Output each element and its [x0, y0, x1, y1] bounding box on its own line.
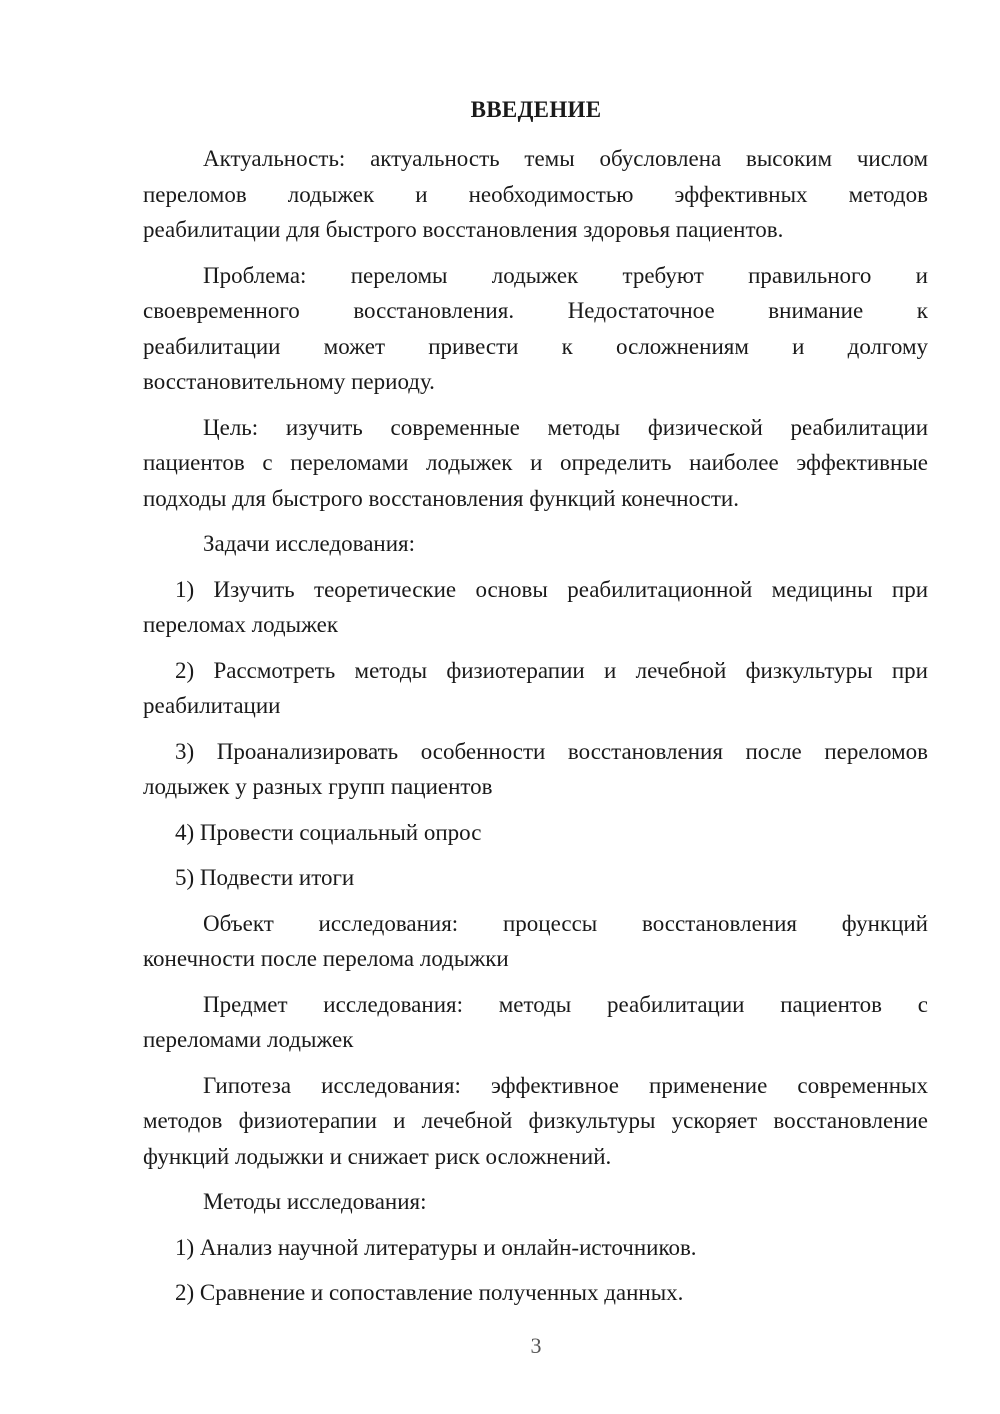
paragraph-goal	[143, 410, 928, 517]
text-line: пациентов с переломами лодыжек и определить наиболее эффективные	[143, 450, 928, 475]
text-line: 1) Изучить теоретические основы реабилитационной медицины при	[175, 576, 928, 602]
text-line: 1) Анализ научной литературы и онлайн-источников.	[175, 1234, 697, 1260]
text-line: подходы для быстрого восстановления функций конечности.	[143, 485, 739, 511]
text-line: Объект исследования: процессы восстановления функций	[203, 910, 928, 936]
paragraph-relevance	[143, 141, 928, 248]
text-line: реабилитации	[143, 693, 281, 718]
text-line: 2) Рассмотреть методы физиотерапии и лечебной физкультуры при	[175, 657, 928, 683]
list-item	[143, 572, 928, 643]
text-line: переломами лодыжек	[143, 1027, 354, 1052]
paragraph-subject	[143, 987, 928, 1058]
list-item	[143, 860, 928, 896]
list-item	[143, 734, 928, 805]
text-line: Проблема: переломы лодыжек требуют правильного и	[203, 262, 928, 288]
text-line: реабилитации для быстрого восстановления здоровья пациентов.	[143, 217, 784, 242]
list-item	[143, 815, 928, 851]
text-line: Гипотеза исследования: эффективное применение современных	[203, 1072, 928, 1098]
list-item	[143, 653, 928, 724]
list-item	[143, 1275, 928, 1311]
document-body	[143, 141, 928, 1321]
list-item	[143, 1230, 928, 1266]
text-line: Задачи исследования:	[203, 531, 416, 556]
text-line: своевременного восстановления. Недостаточное внимание к	[143, 298, 928, 323]
text-line: конечности после перелома лодыжки	[143, 946, 509, 971]
page-number: 3	[530, 1333, 542, 1358]
text-line: Предмет исследования: методы реабилитации пациентов с	[203, 991, 928, 1017]
text-line: 2) Сравнение и сопоставление полученных данных.	[175, 1280, 684, 1305]
text-line: Методы исследования:	[203, 1189, 427, 1214]
text-line: 3) Проанализировать особенности восстановления после переломов	[175, 738, 928, 764]
text-line: восстановительному периоду.	[143, 369, 435, 394]
text-line: Актуальность: актуальность темы обусловлена высоким числом	[203, 146, 928, 171]
text-line: функций лодыжки и снижает риск осложнений.	[143, 1143, 612, 1169]
text-line: 4) Провести социальный опрос	[175, 819, 482, 845]
text-line: реабилитации может привести к осложнениям и долгому	[143, 333, 928, 359]
text-line: переломов лодыжек и необходимостью эффективных методов	[143, 181, 928, 207]
text-line: переломах лодыжек	[143, 612, 339, 637]
text-line: 5) Подвести итоги	[175, 865, 355, 890]
paragraph-tasks-heading	[143, 526, 928, 562]
page-title: ВВЕДЕНИЕ	[470, 97, 602, 122]
text-line: Цель: изучить современные методы физической реабилитации	[203, 414, 928, 440]
text-line: методов физиотерапии и лечебной физкультуры ускоряет восстановление	[143, 1108, 928, 1133]
paragraph-object	[143, 906, 928, 977]
paragraph-hypothesis	[143, 1068, 928, 1175]
text-line: лодыжек у разных групп пациентов	[143, 774, 493, 799]
paragraph-methods-heading	[143, 1184, 928, 1220]
paragraph-problem	[143, 258, 928, 400]
